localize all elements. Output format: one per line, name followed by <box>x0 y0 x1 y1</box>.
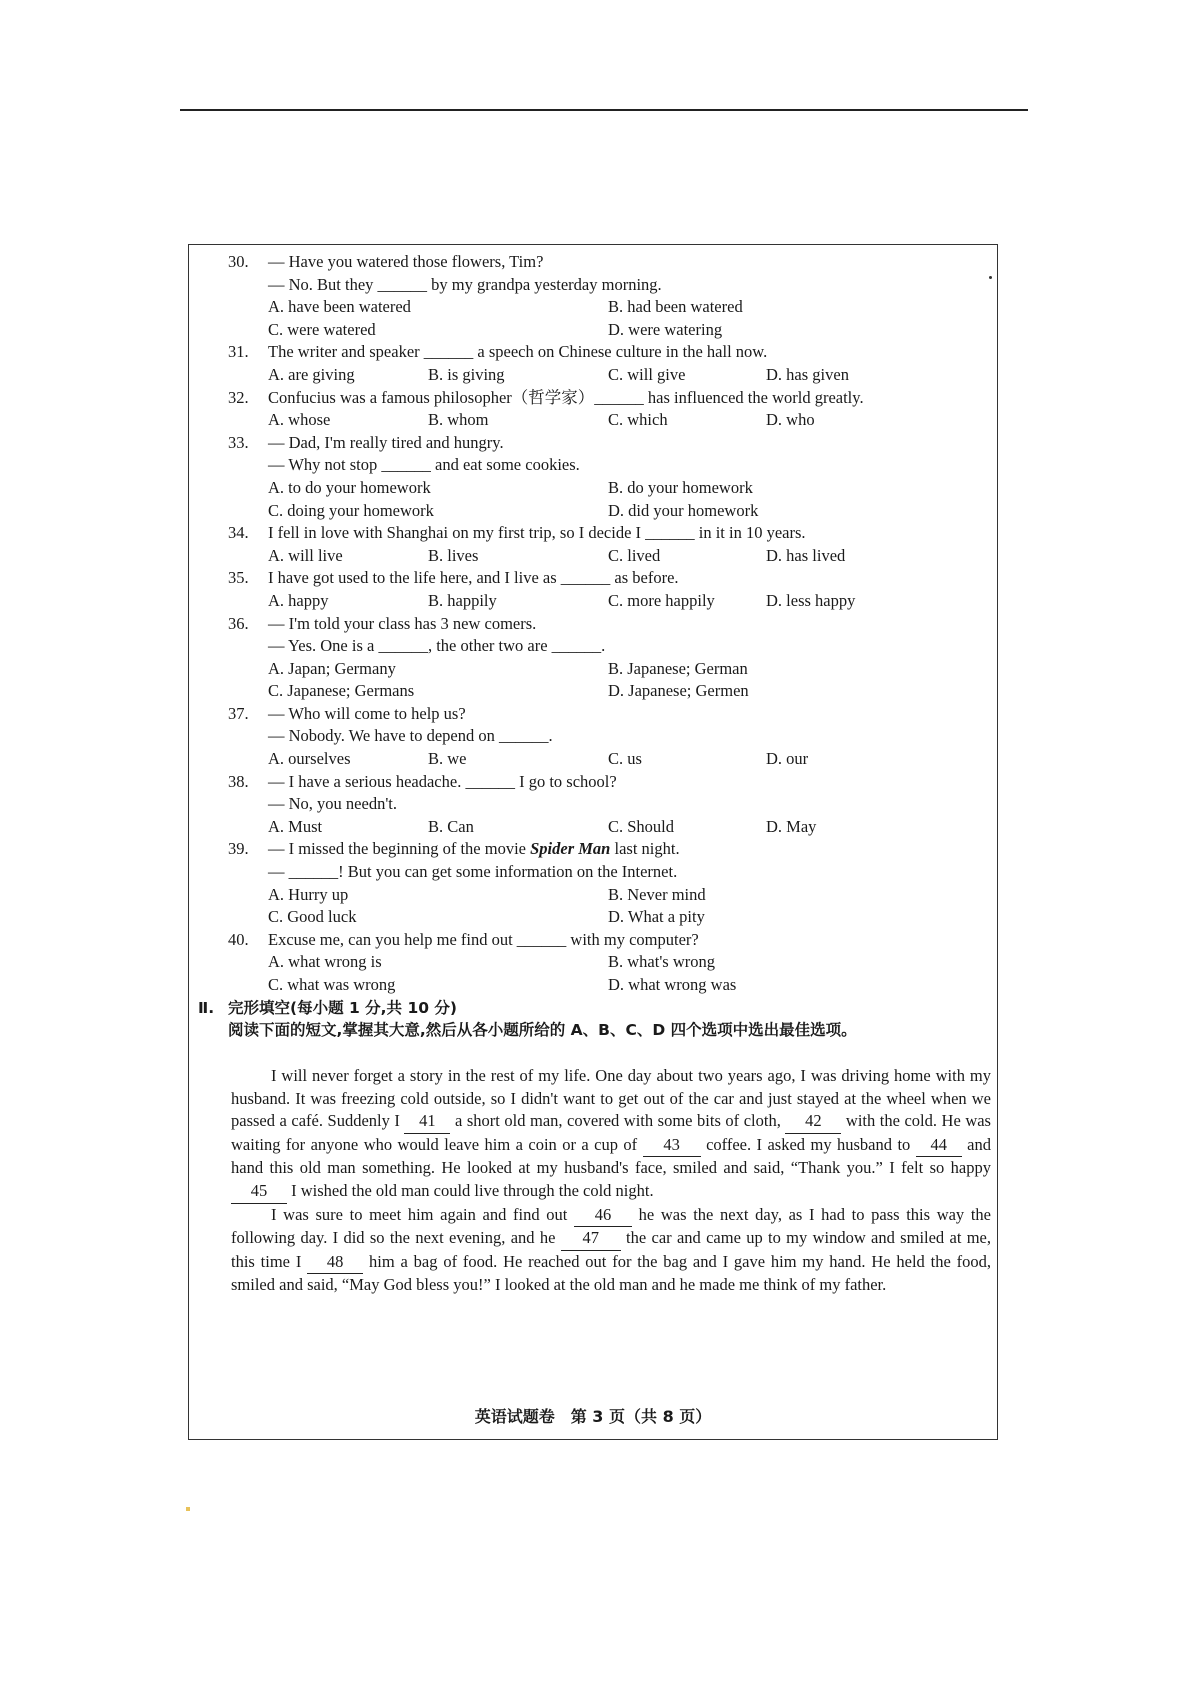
question-number: 34. <box>228 523 249 543</box>
passage-text: and hand this old man something. He looked at my husband's face, smiled and said, “Thank you.” I felt so happy <box>231 1134 991 1178</box>
page-footer: 英语试题卷 第 3 页（共 8 页） <box>474 1407 712 1426</box>
blank-46: 46 <box>574 1204 632 1228</box>
option-d: D. What a pity <box>608 907 705 927</box>
question-number: 35. <box>228 568 249 588</box>
header-rule <box>180 109 1028 111</box>
cloze-passage <box>231 1065 991 1297</box>
option-d: D. has lived <box>766 545 846 565</box>
option-d: D. has given <box>766 364 849 384</box>
question-number: 36. <box>228 613 249 633</box>
option-b: B. had been watered <box>608 297 743 317</box>
question-text: — Why not stop ______ and eat some cookies. <box>268 455 580 475</box>
option-a: A. are giving <box>268 364 355 384</box>
option-b: B. Japanese; German <box>608 658 748 678</box>
section-heading <box>198 997 994 1020</box>
option-c: C. lived <box>608 545 661 565</box>
passage-text: I wished the old man could live through the cold night. <box>287 1180 654 1200</box>
option-a: A. to do your homework <box>268 477 431 497</box>
option-d: D. what wrong was <box>608 975 737 994</box>
question-text: — Have you watered those flowers, Tim? <box>268 252 544 271</box>
option-b: B. Can <box>428 816 474 836</box>
passage-text: a short old man, covered with some bits of cloth, <box>450 1111 786 1131</box>
passage-paragraph-2 <box>231 1204 991 1297</box>
question-text: I have got used to the life here, and I live as ______ as before. <box>268 568 679 588</box>
question-35 <box>228 567 994 612</box>
option-a: A. will live <box>268 545 343 565</box>
question-text: I fell in love with Shanghai on my first trip, so I decide I ______ in it in 10 years. <box>268 523 806 543</box>
option-d: D. were watering <box>608 319 723 339</box>
question-number: 39. <box>228 839 249 859</box>
option-a: A. Must <box>268 816 323 836</box>
option-b: B. is giving <box>428 364 505 384</box>
option-c: C. more happily <box>608 590 715 610</box>
movie-title: Spider Man <box>530 839 611 859</box>
question-30 <box>228 251 994 341</box>
question-39 <box>228 838 994 928</box>
option-c: C. were watered <box>268 319 376 339</box>
questions-block <box>198 251 994 1042</box>
option-d: D. less happy <box>766 590 856 610</box>
passage-text: the car and came up to my window and smiled at me, this time I <box>231 1228 991 1271</box>
blank-48: 48 <box>307 1251 363 1275</box>
question-text: — I'm told your class has 3 new comers. <box>268 613 537 633</box>
section-title: 完形填空(每小题 1 分,共 10 分) <box>228 998 457 1017</box>
option-b: B. Never mind <box>608 884 706 904</box>
question-text: — ______! But you can get some information on the Internet. <box>268 862 678 882</box>
option-a: A. happy <box>268 590 329 610</box>
passage-text: him a bag of food. He reached out for the bag and I gave him my hand. He held the food, smiled and said, “May God bless you!” I looked at the old man and he made me think of my father. <box>231 1251 991 1295</box>
option-d: D. our <box>766 749 809 769</box>
option-c: C. Should <box>608 816 675 836</box>
question-text: Confucius was a famous philosopher（哲学家）______ has influenced the world greatly. <box>268 387 864 407</box>
passage-text: he was the next day, as I had to pass this way the following day. I did so the next evening, and he <box>231 1204 991 1248</box>
option-a: A. have been watered <box>268 297 411 317</box>
blank-44: 44 <box>916 1134 962 1158</box>
question-37 <box>228 703 994 771</box>
option-c: C. doing your homework <box>268 500 434 520</box>
question-number: 40. <box>228 929 249 949</box>
question-33 <box>228 432 994 522</box>
question-34 <box>228 522 994 567</box>
option-c: C. Good luck <box>268 907 357 927</box>
option-b: B. whom <box>428 410 489 430</box>
passage-text: with the cold. He was waiting for anyone who would leave him a coin or a cup of <box>231 1111 991 1154</box>
blank-43: 43 <box>643 1134 701 1158</box>
option-b: B. happily <box>428 590 497 610</box>
question-text: — No. But they ______ by my grandpa yesterday morning. <box>268 274 662 294</box>
question-number: 31. <box>228 342 249 362</box>
option-d: D. did your homework <box>608 500 759 520</box>
option-c: C. us <box>608 749 642 769</box>
blank-45: 45 <box>231 1180 287 1204</box>
question-number: 33. <box>228 432 249 452</box>
question-36 <box>228 613 994 703</box>
option-c: C. what was wrong <box>268 975 396 994</box>
passage-paragraph-1 <box>231 1065 991 1204</box>
option-b: B. we <box>428 749 467 769</box>
passage-text: I will never forget a story in the rest of my life. One day about two years ago, I was driving home with my husband. It was freezing cold outside, so I didn't want to get out of the car and just stayed at the wheel when we passed a café. Suddenly I <box>231 1066 991 1131</box>
option-c: C. Japanese; Germans <box>268 681 415 701</box>
blank-47: 47 <box>561 1227 621 1251</box>
option-b: B. do your homework <box>608 477 753 497</box>
option-a: A. ourselves <box>268 749 351 769</box>
blank-41: 41 <box>404 1110 450 1134</box>
question-31 <box>228 341 994 386</box>
option-c: C. which <box>608 410 668 430</box>
question-number: 37. <box>228 703 249 723</box>
question-number: 38. <box>228 771 249 791</box>
section-instruction: 阅读下面的短文,掌握其大意,然后从各小题所给的 A、B、C、D 四个选项中选出最佳选项。 <box>228 1021 857 1040</box>
scan-speck <box>186 1507 190 1511</box>
question-text: Excuse me, can you help me find out ______ with my computer? <box>268 929 699 949</box>
option-a: A. Hurry up <box>268 884 349 904</box>
question-text: — Who will come to help us? <box>268 703 466 723</box>
option-b: B. what's wrong <box>608 952 716 972</box>
option-d: D. who <box>766 410 815 430</box>
question-40 <box>228 929 994 997</box>
question-text: — Nobody. We have to depend on ______. <box>268 726 553 746</box>
question-38 <box>228 771 994 839</box>
option-b: B. lives <box>428 545 479 565</box>
option-c: C. will give <box>608 364 686 384</box>
section-number: Ⅱ. <box>198 998 215 1017</box>
question-text: — Dad, I'm really tired and hungry. <box>268 432 504 452</box>
option-d: D. May <box>766 816 817 836</box>
question-text: — No, you needn't. <box>268 794 397 814</box>
option-a: A. whose <box>268 410 331 430</box>
question-text: — I missed the beginning of the movie Spider Man last night. <box>268 839 680 859</box>
blank-42: 42 <box>785 1110 841 1134</box>
option-d: D. Japanese; Germen <box>608 681 749 701</box>
question-text: — Yes. One is a ______, the other two are ______. <box>268 636 606 656</box>
question-text: The writer and speaker ______ a speech on Chinese culture in the hall now. <box>268 342 768 362</box>
question-number: 32. <box>228 387 249 407</box>
question-text: — I have a serious headache. ______ I go to school? <box>268 771 617 791</box>
question-32 <box>228 387 994 432</box>
option-a: A. Japan; Germany <box>268 658 396 678</box>
question-number: 30. <box>228 252 249 271</box>
passage-text: coffee. I asked my husband to <box>700 1134 916 1154</box>
option-a: A. what wrong is <box>268 952 382 972</box>
passage-text: I was sure to meet him again and find out <box>271 1204 574 1224</box>
